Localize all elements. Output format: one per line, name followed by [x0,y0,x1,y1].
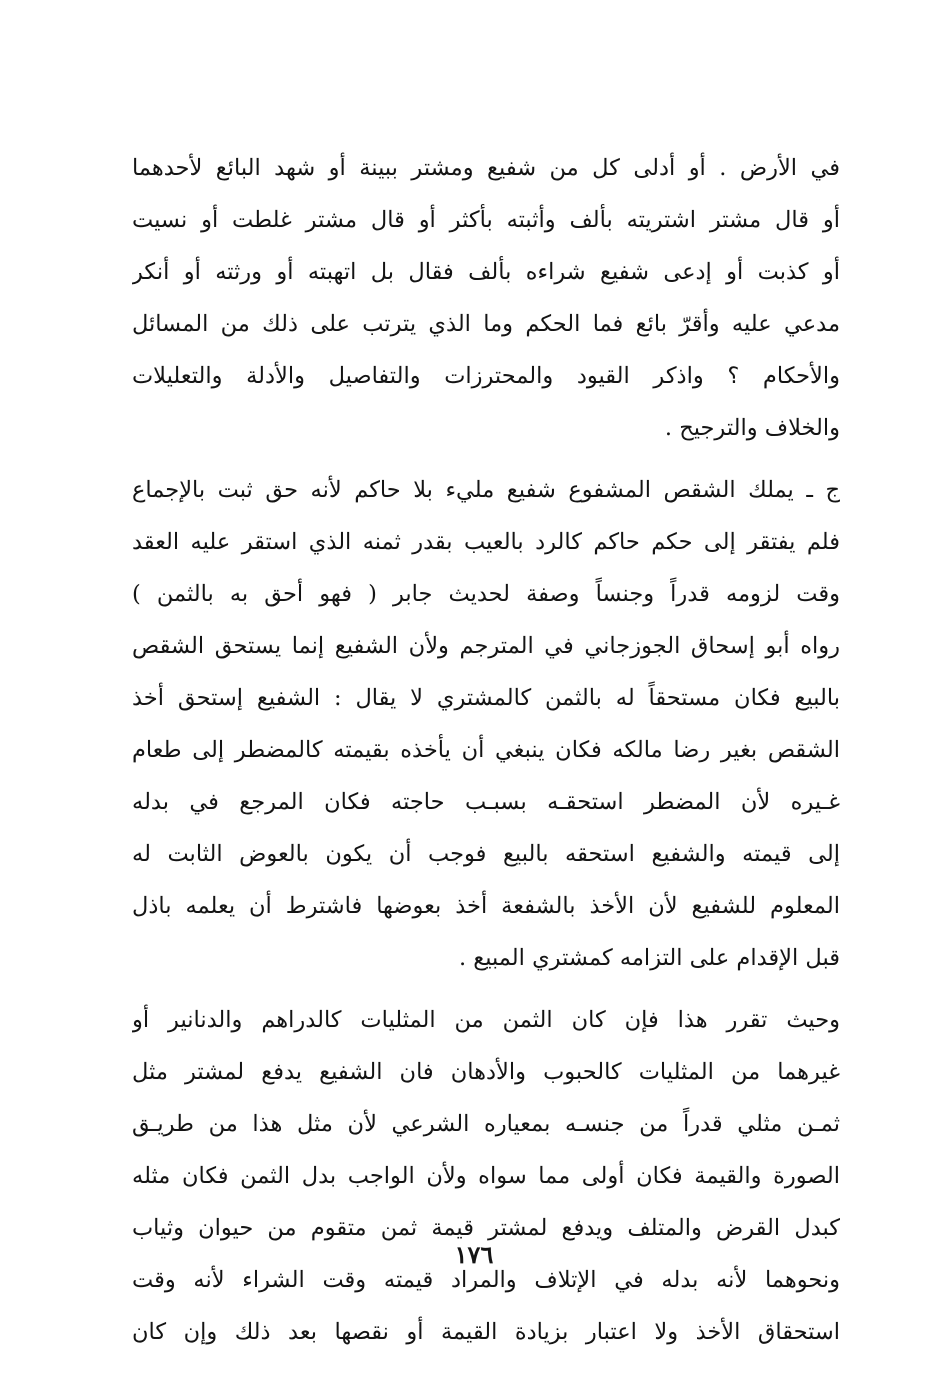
paragraph-continuation [132,994,840,1358]
text-line: ج ـ يملك الشقص المشفوع شفيع مليء بلا حاكم لأنه حق ثبت بالإجماع [132,477,840,503]
body-text [132,142,840,1358]
paragraph-spacer [132,454,840,464]
text-line: المعلوم للشفيع لأن الأخذ بالشفعة أخذ بعوضها فاشترط أن يعلمه باذل [132,893,840,919]
page-number: ١٧٦ [454,1240,494,1269]
text-line: وقت لزومه قدراً وجنساً وصفة لحديث جابر ( فهو أحق به بالثمن ) [132,581,840,607]
paragraph-answer [132,464,840,984]
text-line: غـيره لأن المضطر استحقـه بسبـب حاجته فكان المرجع في بدله [132,789,840,815]
paragraph-question [132,142,840,454]
text-line: غيرهما من المثليات كالحبوب والأدهان فان الشفيع يدفع لمشتر مثل [132,1059,840,1085]
text-line: وحيث تقرر هذا فإن كان الثمن من المثليات كالدراهم والدنانير أو [132,1007,840,1033]
text-line: الصورة والقيمة فكان أولى مما سواه ولأن الواجب بدل الثمن فكان مثله [132,1163,840,1189]
text-line: أو كذبت أو إدعى شفيع شراءه بألف فقال بل اتهبته أو ورثته أو أنكر [132,259,840,285]
text-line: بالبيع فكان مستحقاً له بالثمن كالمشتري لا يقال : الشفيع إستحق أخذ [132,685,840,711]
text-line: أو قال مشتر اشتريته بألف وأثبته بأكثر أو قال مشتر غلطت أو نسيت [132,207,840,233]
text-line: في الأرض . أو أدلى كل من شفيع ومشتر ببينة أو شهد البائع لأحدهما [132,155,840,181]
text-line: والأحكام ؟ واذكر القيود والمحترزات والتفاصيل والأدلة والتعليلات [132,363,840,389]
text-line: فلم يفتقر إلى حكم حاكم كالرد بالعيب بقدر ثمنه الذي استقر عليه العقد [132,529,840,555]
text-line: كبدل القرض والمتلف ويدفع لمشتر قيمة ثمن متقوم من حيوان وثياب [132,1215,840,1241]
text-line: ونحوهما لأنه بدله في الإتلاف والمراد قيمته وقت الشراء لأنه وقت [132,1267,840,1293]
text-line: إلى قيمته والشفيع استحقه بالبيع فوجب أن يكون بالعوض الثابت له [132,841,840,867]
text-line: استحقاق الأخذ ولا اعتبار بزيادة القيمة أو نقصها بعد ذلك وإن كان [132,1319,840,1345]
text-line: ثمـن مثلي قدراً من جنسـه بمعياره الشرعي لأن مثل هذا من طريـق [132,1111,840,1137]
text-line: والخلاف والترجيح . [664,415,840,441]
text-line: رواه أبو إسحاق الجوزجاني في المترجم ولأن الشفيع إنما يستحق الشقص [132,633,840,659]
text-line: الشقص بغير رضا مالكه فكان ينبغي أن يأخذه بقيمته كالمضطر إلى طعام [132,737,840,763]
text-line: قبل الإقدام على التزامه كمشتري المبيع . [458,945,840,971]
text-line: مدعي عليه وأقرّ بائع فما الحكم وما الذي يترتب على ذلك من المسائل [132,311,840,337]
paragraph-spacer [132,984,840,994]
